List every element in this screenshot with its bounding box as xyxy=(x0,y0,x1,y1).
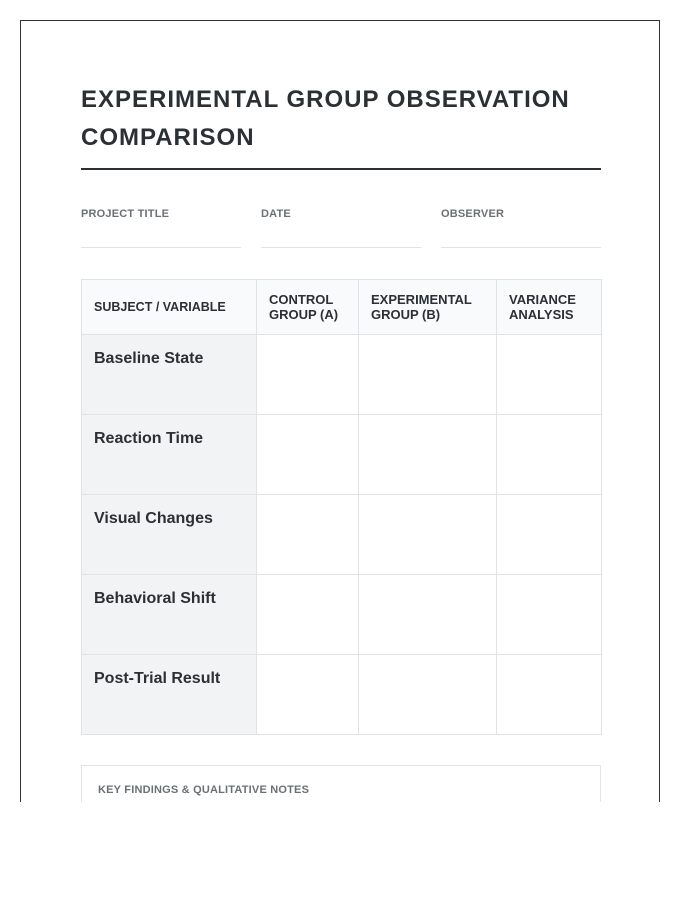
project-title-label: PROJECT TITLE xyxy=(81,208,170,220)
table-cell[interactable] xyxy=(359,655,497,735)
row-label-post-trial-result: Post-Trial Result xyxy=(82,655,257,735)
observer-input-line[interactable] xyxy=(441,247,601,248)
observer-label: OBSERVER xyxy=(441,208,505,220)
table-cell[interactable] xyxy=(359,335,497,415)
table-row xyxy=(82,495,602,575)
table-cell[interactable] xyxy=(257,415,359,495)
table-cell[interactable] xyxy=(359,495,497,575)
table-cell[interactable] xyxy=(497,415,602,495)
table-cell[interactable] xyxy=(257,575,359,655)
table-row xyxy=(82,335,602,415)
column-header-variance: VARIANCE ANALYSIS xyxy=(497,280,602,335)
column-header-subject: SUBJECT / VARIABLE xyxy=(82,280,257,335)
title-divider xyxy=(81,168,601,170)
table-row xyxy=(82,575,602,655)
column-header-control: CONTROL GROUP (A) xyxy=(257,280,359,335)
table-cell[interactable] xyxy=(497,655,602,735)
table-header-row xyxy=(82,280,602,335)
notes-label: KEY FINDINGS & QUALITATIVE NOTES xyxy=(98,784,310,796)
worksheet-page xyxy=(20,20,660,802)
table-cell[interactable] xyxy=(257,495,359,575)
row-label-visual-changes: Visual Changes xyxy=(82,495,257,575)
row-label-baseline-state: Baseline State xyxy=(82,335,257,415)
table-row xyxy=(82,655,602,735)
table-cell[interactable] xyxy=(257,335,359,415)
date-input-line[interactable] xyxy=(261,247,421,248)
notes-box[interactable] xyxy=(81,765,601,802)
table-cell[interactable] xyxy=(497,575,602,655)
table-cell[interactable] xyxy=(359,415,497,495)
date-field xyxy=(261,208,421,248)
row-label-behavioral-shift: Behavioral Shift xyxy=(82,575,257,655)
table-cell[interactable] xyxy=(257,655,359,735)
table-cell[interactable] xyxy=(359,575,497,655)
date-label: DATE xyxy=(261,208,291,220)
observation-table xyxy=(81,279,602,735)
table-row xyxy=(82,415,602,495)
observer-field xyxy=(441,208,601,248)
project-title-field xyxy=(81,208,241,248)
table-cell[interactable] xyxy=(497,495,602,575)
table-cell[interactable] xyxy=(497,335,602,415)
page-title: EXPERIMENTAL GROUP OBSERVATION COMPARISON xyxy=(81,86,570,151)
row-label-reaction-time: Reaction Time xyxy=(82,415,257,495)
project-title-input-line[interactable] xyxy=(81,247,241,248)
column-header-experimental: EXPERIMENTAL GROUP (B) xyxy=(359,280,497,335)
